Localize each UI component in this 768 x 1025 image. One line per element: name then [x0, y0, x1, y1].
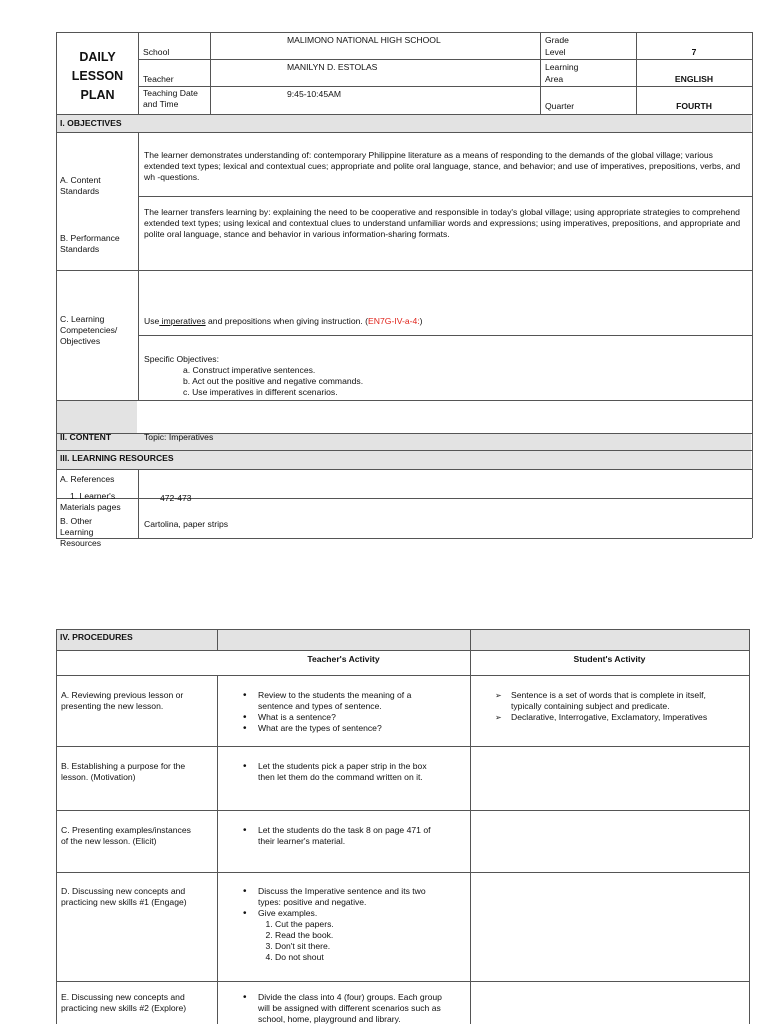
list-item: [493, 690, 745, 712]
area-value: ENGLISH: [674, 74, 714, 84]
procedure-d-label-2: practicing new skills #1 (Engage): [61, 897, 187, 907]
school-value: MALIMONO NATIONAL HIGH SCHOOL: [287, 35, 441, 45]
teacher-value: MANILYN D. ESTOLAS: [287, 62, 378, 72]
list-item: [240, 690, 465, 712]
procedure-b-label-2: lesson. (Motivation): [61, 772, 136, 782]
learners-materials-label-1: 1. Learner's: [70, 491, 116, 501]
learners-materials-value: 472-473: [160, 493, 192, 503]
list-item: • What is a sentence?: [240, 712, 465, 723]
area-label-2: Area: [545, 74, 564, 84]
competency-use: Use: [144, 316, 160, 326]
procedure-d-teacher: [240, 886, 465, 963]
teacher-activity-header: Teacher's Activity: [307, 654, 380, 664]
procedure-d-teacher-1a: • Discuss the Imperative sentence and its two: [258, 886, 426, 896]
procedure-a-teacher: [240, 690, 465, 734]
title-line-1: DAILY: [79, 50, 116, 64]
performance-standards-text: The learner transfers learning by: explaining the need to be cooperative and responsible in today's global village; using appropriate strategies to comprehend extended text types; using lexical and contextual clues to understand unfamiliar words and expressions; using imperatives, prepositions, and appropriate and polite oral language, stance and behavior in various information-sharing formats.: [144, 207, 741, 239]
area-label-1: Learning: [545, 62, 579, 72]
procedure-e-label: [61, 992, 213, 1014]
procedure-b-label-1: B. Establishing a purpose for the: [61, 761, 186, 771]
teacher-label: Teacher: [143, 74, 174, 84]
procedure-c-teacher: [240, 825, 465, 847]
procedure-d-teacher-1b: types: positive and negative.: [258, 897, 367, 907]
procedure-e-teacher-1b: will be assigned with different scenarios such as: [258, 1003, 441, 1013]
procedure-a-label-1: A. Reviewing previous lesson or: [61, 690, 184, 700]
content-standards-label-1: A. Content: [60, 175, 101, 185]
grade-label-2: Level: [545, 47, 566, 57]
procedure-a-teacher-1b: sentence and types of sentence.: [258, 701, 382, 711]
content-heading: II. CONTENT: [60, 432, 112, 442]
procedure-a-student-1b: typically containing subject and predicate.: [511, 701, 670, 711]
procedure-b-teacher-1b: then let them do the command written on it.: [258, 772, 423, 782]
learning-competencies-label-1: C. Learning: [60, 314, 105, 324]
procedure-c-teacher-1b: their learner's material.: [258, 836, 346, 846]
content-standards-label: [60, 175, 101, 197]
title-line-3: PLAN: [80, 88, 115, 102]
competency-rest: and prepositions when giving instruction. (: [205, 316, 369, 326]
content-topic: Topic: Imperatives: [144, 432, 214, 442]
date-value: 9:45-10:45AM: [287, 89, 341, 99]
other-resources-label-1: B. Other: [60, 516, 92, 526]
other-resources-label: [60, 516, 101, 549]
procedure-e-teacher: [240, 992, 465, 1025]
title-line-2: LESSON: [71, 69, 124, 83]
other-resources-label-2: Learning: [60, 527, 94, 537]
learning-competencies-label-2: Competencies/: [60, 325, 118, 335]
procedure-c-label-2: of the new lesson. (Elicit): [61, 836, 157, 846]
list-item: 3. Don't sit there.: [275, 941, 465, 952]
objectives-heading: I. OBJECTIVES: [60, 118, 122, 128]
date-label-1: Teaching Date: [143, 88, 198, 98]
procedure-d-label: [61, 886, 213, 908]
competency-close: ): [419, 316, 423, 326]
list-item: 1. Cut the papers.: [275, 919, 465, 930]
procedure-a-label: [61, 690, 213, 712]
competency-imperatives: imperatives: [159, 316, 206, 326]
list-item: [240, 886, 465, 908]
specific-objectives-heading: Specific Objectives:: [144, 354, 219, 364]
procedure-c-label-1: C. Presenting examples/instances: [61, 825, 191, 835]
procedure-a-label-2: presenting the new lesson.: [61, 701, 164, 711]
list-item: [240, 992, 465, 1025]
learners-materials-label: [60, 491, 121, 513]
competency-code: EN7G-IV-a-4:: [368, 316, 420, 326]
list-item: • What are the types of sentence?: [240, 723, 465, 734]
learning-competency-text: [144, 316, 744, 327]
procedure-b-teacher: [240, 761, 465, 783]
procedure-b-teacher-1a: • Let the students pick a paper strip in the box: [258, 761, 427, 771]
performance-standards-label-2: Standards: [60, 244, 100, 254]
list-item: ➢ Declarative, Interrogative, Exclamatory, Imperatives: [493, 712, 745, 723]
grade-label-1: Grade: [545, 35, 569, 45]
procedure-b-label: [61, 761, 213, 783]
specific-objectives: [144, 354, 704, 398]
specific-objective-a: a. Construct imperative sentences.: [183, 365, 316, 375]
learning-competencies-label-3: Objectives: [60, 336, 101, 346]
lesson-plan-title: [57, 48, 138, 105]
list-item: [240, 825, 465, 847]
list-item: • Give examples.: [240, 908, 465, 919]
grade-value: 7: [691, 47, 697, 57]
specific-objective-c: c. Use imperatives in different scenarios.: [183, 387, 338, 397]
references-label: A. References: [60, 474, 115, 484]
procedure-e-label-2: practicing new skills #2 (Explore): [61, 1003, 187, 1013]
procedure-e-teacher-1c: school, home, playground and library.: [258, 1014, 401, 1024]
performance-standards-label: [60, 233, 120, 255]
procedure-c-label: [61, 825, 213, 847]
procedure-a-student: [493, 690, 745, 723]
quarter-label: Quarter: [545, 101, 575, 111]
procedures-heading: IV. PROCEDURES: [60, 632, 133, 642]
procedure-d-teacher-list: [240, 886, 465, 919]
procedure-d-label-1: D. Discussing new concepts and: [61, 886, 186, 896]
specific-objective-b: b. Act out the positive and negative commands.: [183, 376, 364, 386]
performance-standards-label-1: B. Performance: [60, 233, 120, 243]
procedure-d-examples: [240, 919, 465, 963]
list-item: 4. Do not shout: [275, 952, 465, 963]
procedure-c-teacher-1a: • Let the students do the task 8 on page 471 of: [258, 825, 431, 835]
procedure-a-teacher-1a: • Review to the students the meaning of a: [258, 690, 412, 700]
procedure-a-student-1a: ➢ Sentence is a set of words that is complete in itself,: [511, 690, 706, 700]
other-resources-value: Cartolina, paper strips: [144, 519, 229, 529]
student-activity-header: Student's Activity: [573, 654, 646, 664]
learners-materials-label-2: Materials pages: [60, 502, 121, 512]
procedure-e-teacher-1a: • Divide the class into 4 (four) groups. Each group: [258, 992, 442, 1002]
list-item: [240, 761, 465, 783]
school-label: School: [143, 47, 170, 57]
other-resources-label-3: Resources: [60, 538, 102, 548]
list-item: 2. Read the book.: [275, 930, 465, 941]
quarter-value: FOURTH: [676, 101, 712, 111]
content-standards-label-2: Standards: [60, 186, 100, 196]
procedure-e-label-1: E. Discussing new concepts and: [61, 992, 185, 1002]
learning-resources-heading: III. LEARNING RESOURCES: [60, 453, 174, 463]
learning-competencies-label: [60, 314, 117, 347]
content-standards-text: The learner demonstrates understanding of: contemporary Philippine literature as a means of responding to the demands of the global village; various extended text types; lexical and contextual cues; appropriate and polite oral language, stance, and behavior; and use of imperatives, prepositions, verbs, and wh -questions.: [144, 150, 741, 182]
date-label-2: and Time: [143, 99, 179, 109]
